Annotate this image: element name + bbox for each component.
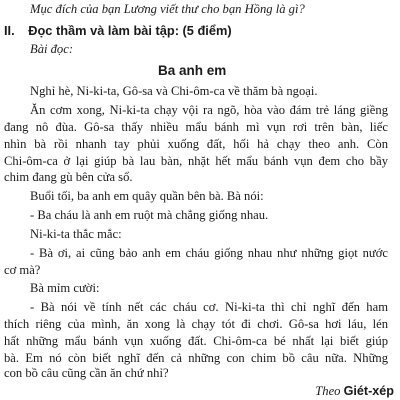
story-line: nhìn bà rồi nhanh tay phủi xuống đất, hối hả chạy theo anh. Còn [4,137,388,151]
question-text: Mục đích của bạn Lương viết thư cho bạn Hồng là gì? [30,2,305,16]
story-line: - Ba cháu là anh em ruột mà chẳng giống nhau. [30,208,269,222]
section-title: Đọc thầm và làm bài tập: (5 điểm) [28,23,232,38]
story-line: Chi-ôm-ca ở lại giúp bà lau bàn, nhặt hết mẩu bánh vụn đem cho bầy [4,154,388,168]
section-heading [4,23,232,39]
story-title: Ba anh em [158,63,227,78]
reading-label: Bài đọc: [30,42,74,56]
story-line: cơ mà? [4,263,41,277]
story-line: bà. Em nó còn biết nghĩ đến cả những con chim bồ câu nữa. Những [4,351,388,365]
story-line: Bà mỉm cười: [30,281,100,295]
section-number: II. [4,23,15,38]
story-line: hất những mẩu bánh vụn xuống đất. Chi-ôm-ca bé nhất lại biết giúp [4,334,388,348]
attribution-prefix: Theo [315,384,341,398]
story-line: - Bà nói về tính nết các cháu cơ. Ni-ki-ta thì chỉ nghĩ đến ham [30,300,388,314]
story-line: Nghỉ hè, Ni-ki-ta, Gô-sa và Chi-ôm-ca về thăm bà ngoại. [30,84,318,98]
story-line: Buổi tối, ba anh em quây quần bên bà. Bà nói: [30,189,264,203]
story-line: con bồ câu cũng cần ăn chứ nhỉ? [4,366,169,380]
story-line: chim đang gù bên cửa sổ. [4,170,133,184]
attribution-block [315,384,394,400]
story-line: - Bà ơi, ai cũng bảo anh em cháu giống nhau như những giọt nước [30,246,388,260]
attribution-author: Giét-xép [343,384,394,398]
story-line: đang nô đùa. Gô-sa thấy nhiều mẩu bánh mì vụn rơi trên bàn, liếc [4,120,388,134]
story-line: Ăn cơm xong, Ni-ki-ta chạy vội ra ngõ, hòa vào đám trẻ láng giềng [30,103,388,117]
story-line: thích riêng của mình, ăn xong là chạy tót đi chơi. Gô-sa hơi láu, lén [4,317,388,331]
story-line: Ni-ki-ta thắc mắc: [30,227,122,241]
